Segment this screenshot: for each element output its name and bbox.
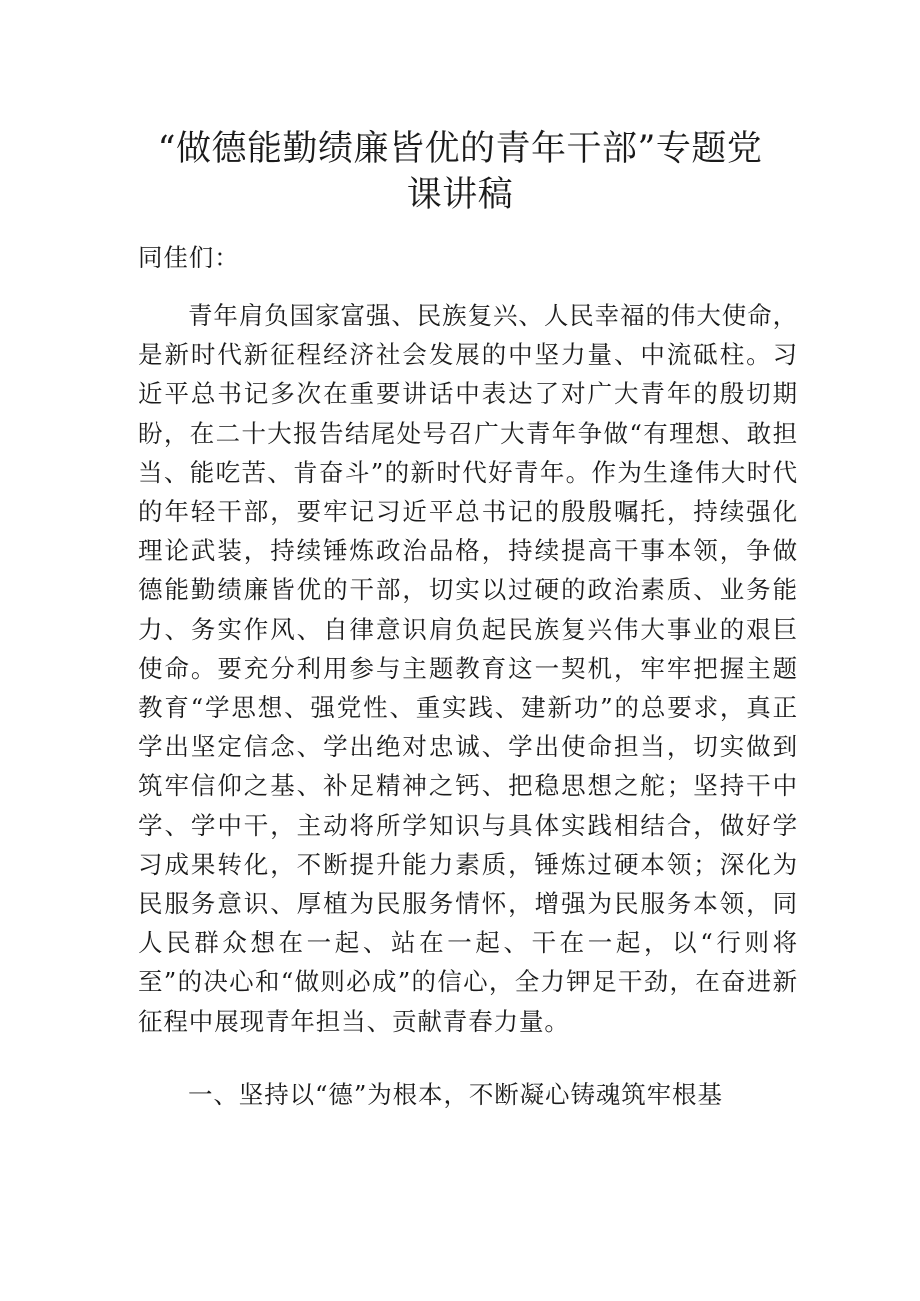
document-title [120, 126, 800, 218]
section-heading-1: 一、坚持以“德”为根本，不断凝心铸魂筑牢根基 [188, 1079, 723, 1109]
salutation: 同佳们： [138, 243, 240, 272]
document-body [138, 238, 798, 1115]
paragraph-intro: 青年肩负国家富强、民族复兴、人民幸福的伟大使命，是新时代新征程经济社会发展的中坚力量、中流砥柱。习近平总书记多次在重要讲话中表达了对广大青年的殷切期盼，在二十大报告结尾处号召广大青年争做“有理想、敢担当、能吃苦、肯奋斗”的新时代好青年。作为生逢伟大时代的年轻干部，要牢记习近平总书记的殷殷嘱托，持续强化理论武装，持续锤炼政治品格，持续提高干事本领，争做德能勤绩廉皆优的干部，切实以过硬的政治素质、业务能力、务实作风、自律意识肩负起民族复兴伟大事业的艰巨使命。要充分利用参与主题教育这一契机，牢牢把握主题教育“学思想、强党性、重实践、建新功”的总要求，真正学出坚定信念、学出绝对忠诚、学出使命担当，切实做到筑牢信仰之基、补足精神之钙、把稳思想之舵；坚持干中学、学中干，主动将所学知识与具体实践相结合，做好学习成果转化，不断提升能力素质，锤炼过硬本领；深化为民服务意识、厚植为民服务情怀，增强为民服务本领，同人民群众想在一起、站在一起、干在一起，以“行则将至”的决心和“做则必成”的信心，全力钾足干劲，在奋进新征程中展现青年担当、贡献青春力量。 [138, 301, 798, 1036]
title-line-1: “做德能勤绩廉皆优的青年干部”专题党 [157, 129, 763, 169]
title-line-2: 课讲稿 [406, 175, 514, 215]
